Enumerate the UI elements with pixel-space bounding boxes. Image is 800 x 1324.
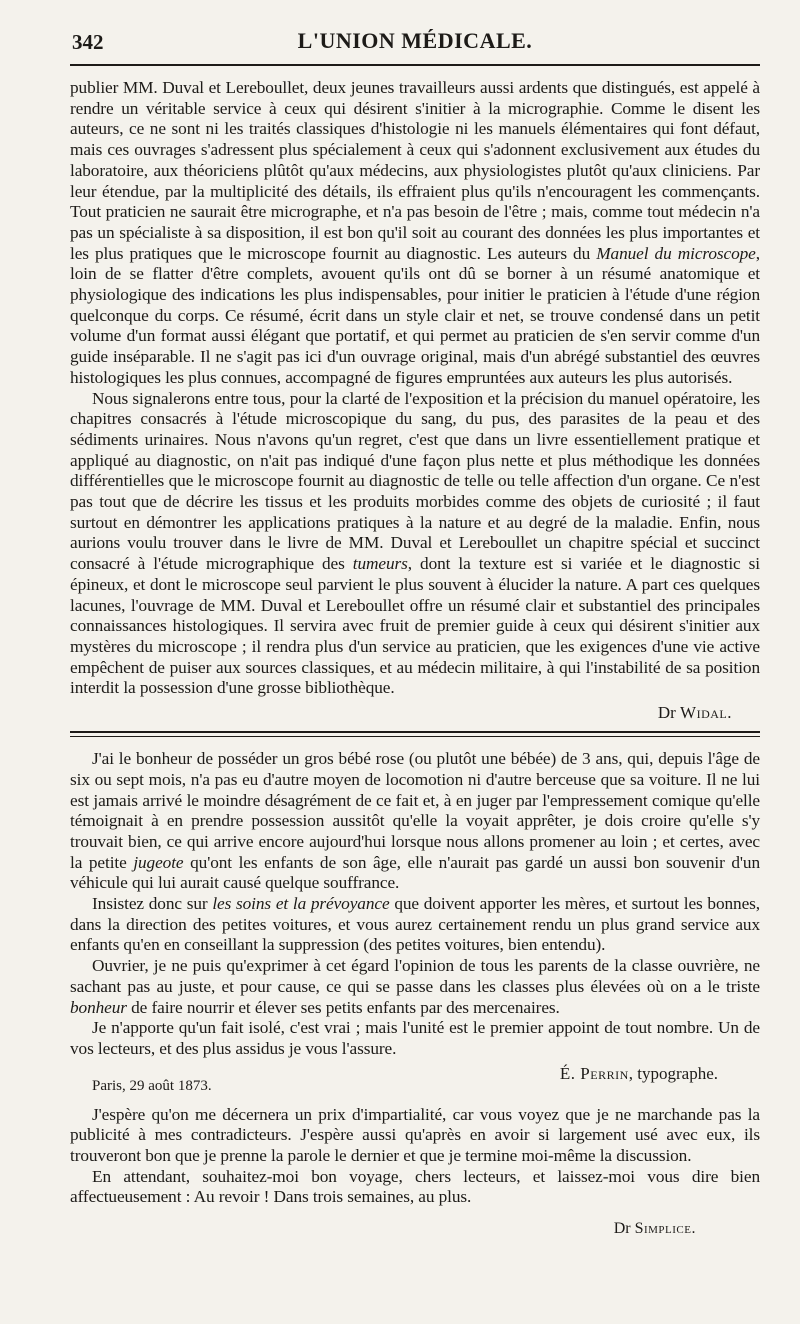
section-divider xyxy=(70,731,760,737)
closing-paragraph: J'espère qu'on me décernera un prix d'impartialité, car vous voyez que je ne marchande pas la publicité à mes contradicteurs. J'espère aussi qu'après en avoir si largement usé avec eux, ils trouveront bon que je prenne la parole le dernier et que je termine moi-même la discussion. xyxy=(70,1104,760,1166)
review-paragraph: Nous signalerons entre tous, pour la clarté de l'exposition et la précision du manuel opératoire, les chapitres consacrés à l'étude microscopique du sang, du pus, des parasites de la peau et des sédiments urinaires. Nous n'avons qu'un regret, c'est que dans un livre essentiellement pratique et appliqué au diagnostic, on n'ait pas indiqué d'une façon plus nette et plus méthodique les données différentielles que le microscope fournit au diagnostic de telle ou telle affection d'un organe. Ce n'est pas tout que de décrire les tissus et les produits morbides comme des objets de curiosité ; il faut surtout en démontrer les applications pratiques à la nature et au degré de la maladie. Enfin, nous aurions voulu trouver dans le livre de MM. Duval et Lereboullet un chapitre spécial et succinct consacré à l'étude micrographique des tumeurs, dont la texture est si variée et le diagnostic si épineux, et dont le microscope seul parvient le plus souvent à élucider la nature. A part ces quelques lacunes, l'ouvrage de MM. Duval et Lereboullet offre un résumé clair et substantiel des principales connaissances histologiques. Il servira avec fruit de premier guide à ceux qui désirent s'initier aux mystères du microscope ; il rendra plus d'un service au praticien, que les exigences d'une vie active empêchent de puiser aux sources classiques, et au médecin militaire, à qui l'instabilité de sa position interdit la possession d'une grosse bibliothèque. xyxy=(70,388,760,698)
review-signature: Dr Widal. xyxy=(657,703,732,723)
journal-title: L'UNION MÉDICALE. xyxy=(297,28,533,53)
italic-term: jugeote xyxy=(133,852,184,872)
letter-paragraph: Je n'apporte qu'un fait isolé, c'est vrai ; mais l'unité est le premier appoint de tout nombre. Un de vos lecteurs, et des plus assidus je vous l'assure. xyxy=(70,1018,760,1058)
page-header xyxy=(70,22,760,60)
reader-letter xyxy=(70,749,760,1095)
header-rule xyxy=(70,64,760,66)
book-title: Manuel du microscope xyxy=(596,243,756,263)
italic-term: tumeurs xyxy=(352,554,408,574)
review-paragraph: publier MM. Duval et Lereboullet, deux jeunes travailleurs aussi ardents que distingués, est appelé à rendre un véritable service à ceux qui désirent s'initier à la micrographie. Comme le disent les auteurs, ce ne sont ni les traités classiques d'histologie ni les manuels élémentaires qui font défaut, mais ces ouvrages s'adressent plus spécialement à ceux qui s'adonnent exclusivement aux études du laboratoire, aux théoriciens plûtôt qu'aux médecins, aux physiologistes plutôt qu'aux cliniciens. Par leur étendue, par la multiplicité des détails, ils effraient plus qu'ils n'encouragent les commençants. Tout praticien ne saurait être micrographe, et n'a pas besoin de l'être ; mais, comme tout médecin n'a pas un spécialiste à sa disposition, il est bon qu'il soit au courant des données les plus importantes et les plus pratiques que le microscope fournit au diagnostic. Les auteurs du Manuel du microscope, loin de se flatter d'être complets, avouent qu'ils ont dû se borner à un résumé anatomique et physiologique des indications les plus indispensables, pour initier le praticien à l'étude d'une région quelconque du corps. Ce résumé, écrit dans un style clair et net, se trouve condensé dans un petit volume d'un format aussi élégant que portatif, et qui permet au praticien de s'en servir comme d'un guide inséparable. Il ne s'agit pas ici d'un ouvrage original, mais d'un abrégé substantiel des œuvres histologiques les plus connues, accompagné de figures empruntées aux auteurs les plus autorisés. xyxy=(70,78,760,387)
letter-place-date: Paris, 29 août 1873. xyxy=(92,1077,212,1094)
book-review-article xyxy=(70,78,760,723)
closing-paragraph: En attendant, souhaitez-moi bon voyage, chers lecteurs, et laissez-moi vous dire bien affectueusement : Au revoir ! Dans trois semaines, au plus. xyxy=(70,1166,760,1207)
italic-term: les soins et la prévoyance xyxy=(212,894,390,914)
closing-signature: Dr Simplice. xyxy=(613,1220,696,1238)
letter-paragraph: J'ai le bonheur de posséder un gros bébé rose (ou plutôt une bébée) de 3 ans, qui, depuis l'âge de six ou sept mois, n'a pas eu d'autre moyen de locomotion ni d'autre berceuse que sa voiture. Il ne lui est jamais arrivé le moindre désagrément de ce fait et, à en juger par l'empressement comique qu'elle témoignait à en prendre possession aussitôt qu'elle la voyait apprêter, je dois croire qu'elle s'y trouvait bien, ce qui arrive encore aujourd'hui lorsque nous allons promener au loin ; et certes, avec la petite jugeote qu'ont les enfants de son âge, elle n'aurait pas gardé un aussi bon souvenir d'un véhicule qui lui aurait causé quelque souffrance. xyxy=(70,749,760,893)
page-number: 342 xyxy=(72,30,104,54)
letter-signature: É. Perrin, typographe. xyxy=(559,1063,718,1083)
italic-term: bonheur xyxy=(70,997,127,1017)
closing-remarks xyxy=(70,1105,760,1239)
journal-page xyxy=(70,22,760,1238)
letter-paragraph: Insistez donc sur les soins et la prévoyance que doivent apporter les mères, et surtout les bonnes, dans la direction des petites voitures, et vous aurez certainement rendu un plus grand service aux enfants qu'en en conseillant la suppression (des petites voitures, bien entendu). xyxy=(70,894,760,955)
letter-paragraph: Ouvrier, je ne puis qu'exprimer à cet égard l'opinion de tous les parents de la classe ouvrière, ne sachant pas au juste, et pour cause, ce qui se passe dans les classes plus élevées où on a le triste bonheur de faire nourrir et élever ses petits enfants par des mercenaires. xyxy=(70,956,760,1017)
